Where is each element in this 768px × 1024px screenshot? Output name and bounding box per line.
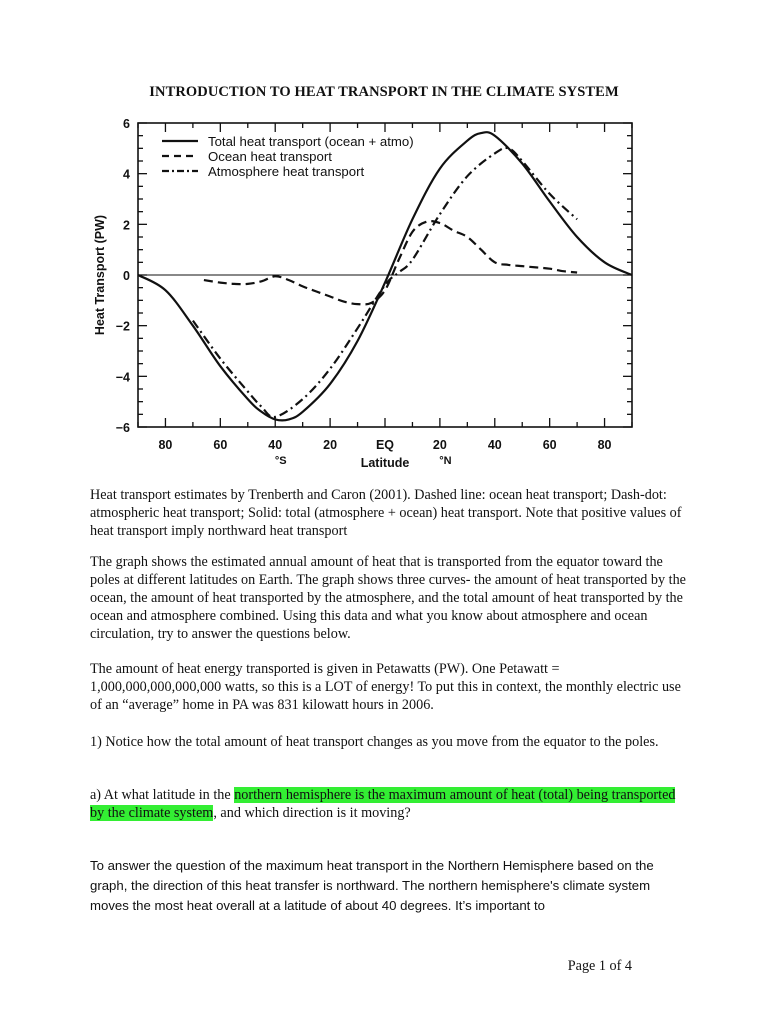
question-1: 1) Notice how the total amount of heat transport changes as you move from the equator to the poles. — [90, 734, 659, 750]
y-tick-label: 2 — [123, 218, 130, 233]
north-label: °N — [439, 455, 452, 467]
legend-label: Atmosphere heat transport — [208, 164, 365, 179]
x-tick-label: 40 — [487, 438, 502, 452]
series-line-dashed — [204, 221, 577, 304]
y-tick-label: 0 — [123, 269, 130, 283]
question-1a-suffix: , and which direction is it moving? — [213, 805, 411, 821]
page-title: INTRODUCTION TO HEAT TRANSPORT IN THE CLIMATE SYSTEM — [149, 84, 619, 100]
figure-caption: Heat transport estimates by Trenberth and Caron (2001). Dashed line: ocean heat transport; Dash-dot: atmospheric heat transport; Solid: total (atmosphere + ocean) heat transport. Note that positive values of heat transport imply northward heat transport — [90, 487, 682, 539]
x-tick-label: 20 — [323, 438, 338, 452]
x-tick-label: 80 — [158, 438, 173, 452]
y-tick-label: −4 — [115, 370, 130, 385]
question-1a-prefix: a) At what latitude in the — [90, 787, 235, 803]
y-tick-label: 6 — [123, 117, 130, 131]
legend-label: Ocean heat transport — [208, 149, 332, 164]
x-tick-label: 40 — [268, 438, 283, 452]
page-number: Page 1 of 4 — [567, 958, 632, 974]
answer-paragraph: To answer the question of the maximum heat transport in the Northern Hemisphere based on the graph, the direction of this heat transfer is northward. The northern hemisphere's climate system moves the most heat overall at a latitude of about 40 degrees. It’s important to — [90, 858, 654, 913]
x-tick-label: 20 — [432, 438, 447, 452]
units-paragraph: The amount of heat energy transported is given in Petawatts (PW). One Petawatt = 1,000,000,000,000,000 watts, so this is a LOT of energy! To put this in context, the monthly electric use of an “average” home in PA was 831 kilowatt hours in 2006. — [90, 661, 681, 713]
south-label: °S — [274, 455, 287, 467]
highlighted-text: northern hemisphere is the maximum amount of heat (total) being transported by the climate system — [90, 787, 676, 821]
intro-paragraph: The graph shows the estimated annual amount of heat that is transported from the equator toward the poles at different latitudes on Earth. The graph shows three curves- the amount of heat transported by the ocean, the amount of heat transported by the atmosphere, and the total amount of heat transported by the ocean and atmosphere combined. Using this data and what you know about atmosphere and ocean circulation, try to answer the questions below. — [90, 554, 686, 642]
x-tick-label: 80 — [597, 438, 612, 452]
x-tick-label: EQ — [375, 438, 395, 452]
x-tick-label: 60 — [542, 438, 557, 452]
x-tick-label: 60 — [213, 438, 228, 452]
y-tick-label: −2 — [115, 319, 130, 334]
legend-label: Total heat transport (ocean + atmo) — [208, 134, 414, 149]
y-axis-label: Heat Transport (PW) — [93, 214, 107, 336]
question-1a — [90, 786, 688, 822]
y-tick-label: −6 — [115, 421, 130, 435]
heat-transport-chart — [86, 114, 646, 476]
y-tick-label: 4 — [123, 167, 130, 182]
x-axis-label: Latitude — [360, 456, 410, 470]
